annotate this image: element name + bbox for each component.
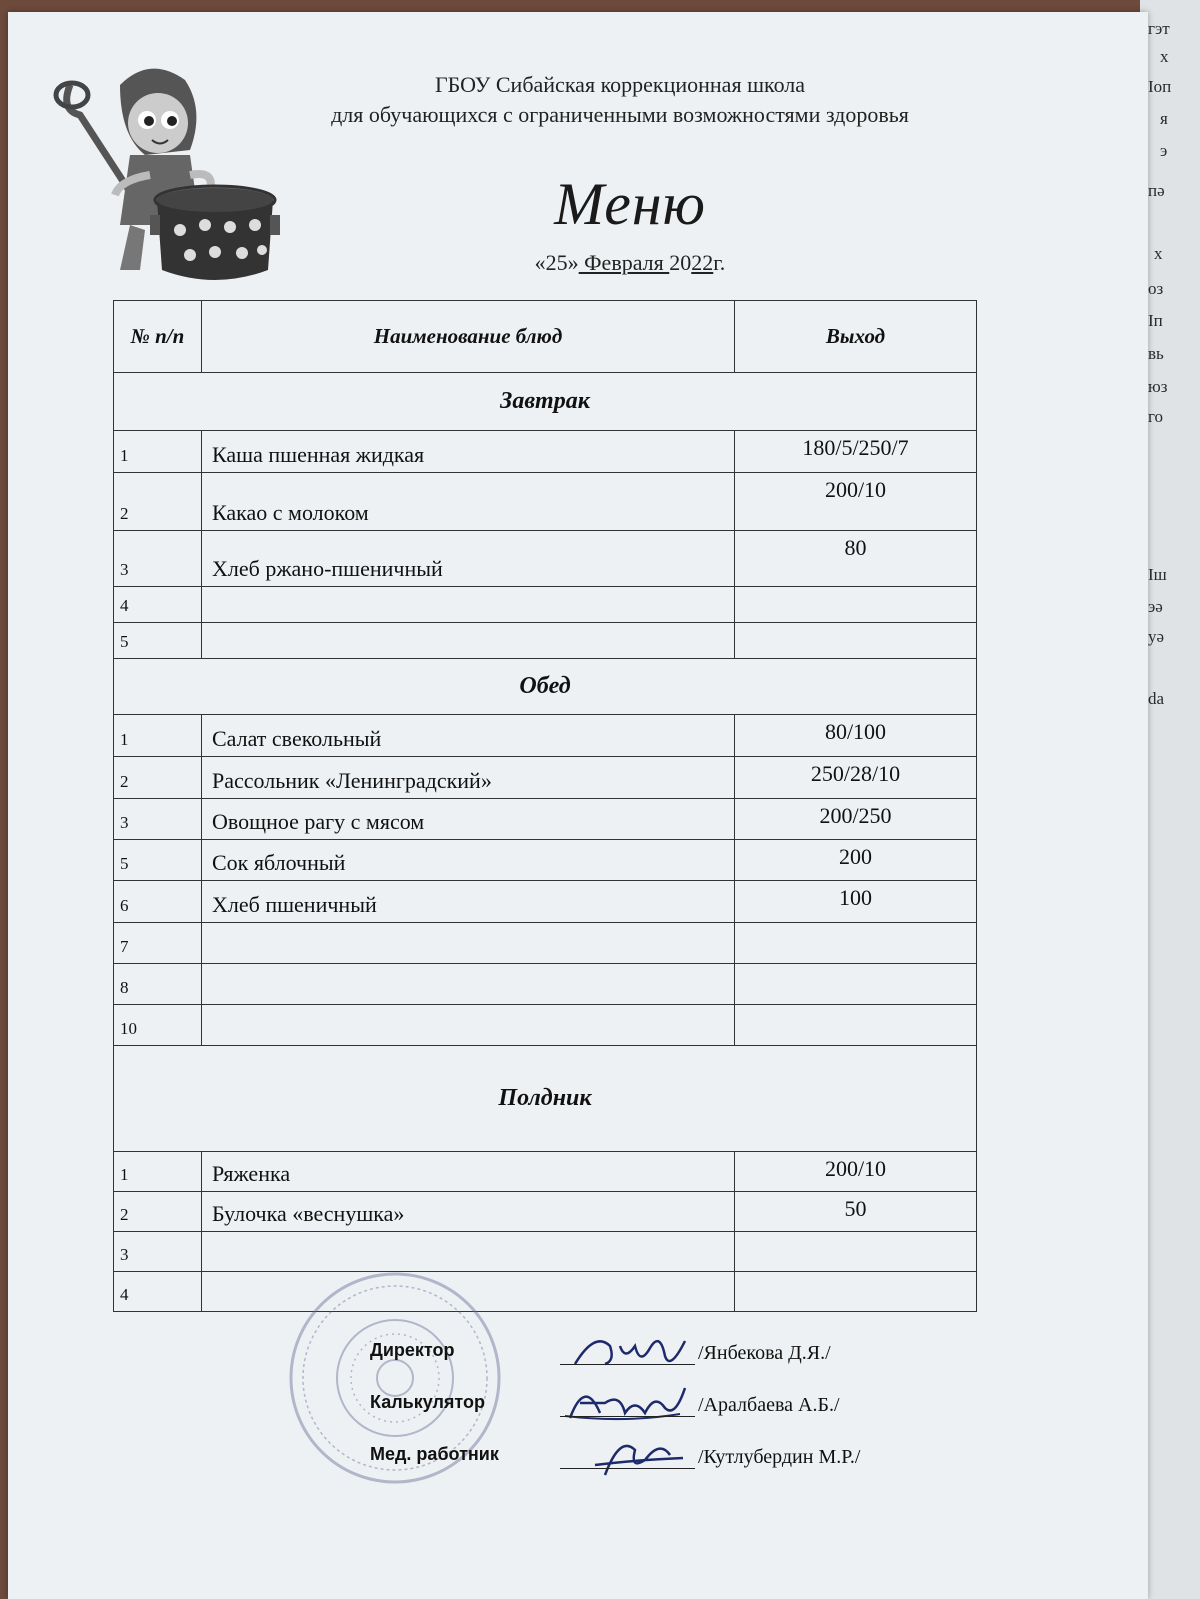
section-title-lunch: Обед bbox=[114, 659, 977, 715]
signature-role: Директор bbox=[370, 1340, 455, 1360]
dish-name: Рассольник «Ленинградский» bbox=[202, 757, 735, 799]
row-number: 1 bbox=[114, 1152, 202, 1192]
section-row-breakfast bbox=[114, 373, 977, 431]
dish-yield: 50 bbox=[735, 1192, 977, 1232]
edge-text: гэт bbox=[1148, 19, 1170, 38]
dish-yield: 200/250 bbox=[735, 799, 977, 840]
dish-name bbox=[202, 587, 735, 623]
row-number: 2 bbox=[114, 757, 202, 799]
date-day: «25» bbox=[534, 250, 579, 275]
director-signature-icon bbox=[565, 1326, 690, 1376]
dish-yield: 80/100 bbox=[735, 715, 977, 757]
column-header-yield: Выход bbox=[735, 301, 977, 373]
row-number: 3 bbox=[114, 1232, 202, 1272]
girl-with-ladle-and-pot-icon bbox=[50, 55, 280, 295]
edge-text: я bbox=[1160, 109, 1168, 128]
edge-text: э bbox=[1160, 141, 1168, 160]
dish-name: Каша пшенная жидкая bbox=[202, 431, 735, 473]
dish-yield: 200 bbox=[735, 840, 977, 881]
table-row bbox=[114, 1192, 977, 1232]
edge-text: Іш bbox=[1148, 565, 1167, 584]
school-name bbox=[270, 70, 970, 130]
table-row bbox=[114, 623, 977, 659]
medic-signature-icon bbox=[565, 1430, 690, 1480]
menu-table bbox=[113, 300, 977, 1312]
dish-yield bbox=[735, 587, 977, 623]
section-title-breakfast: Завтрак bbox=[114, 373, 977, 431]
edge-text: х bbox=[1154, 244, 1163, 263]
column-header-number: № п/п bbox=[114, 301, 202, 373]
row-number: 8 bbox=[114, 964, 202, 1005]
table-header-row bbox=[114, 301, 977, 373]
dish-yield: 180/5/250/7 bbox=[735, 431, 977, 473]
dish-yield: 250/28/10 bbox=[735, 757, 977, 799]
signature-name: /Янбекова Д.Я./ bbox=[698, 1342, 831, 1364]
dish-yield bbox=[735, 923, 977, 964]
edge-text: оз bbox=[1148, 279, 1164, 298]
edge-text: уә bbox=[1148, 627, 1165, 646]
dish-name bbox=[202, 964, 735, 1005]
section-title-snack: Полдник bbox=[114, 1046, 977, 1152]
dish-yield bbox=[735, 1272, 977, 1312]
row-number: 10 bbox=[114, 1005, 202, 1046]
row-number: 1 bbox=[114, 715, 202, 757]
dish-yield bbox=[735, 1232, 977, 1272]
signature-role: Мед. работник bbox=[370, 1444, 499, 1464]
dish-name bbox=[202, 923, 735, 964]
table-row bbox=[114, 715, 977, 757]
dish-yield: 100 bbox=[735, 881, 977, 923]
row-number: 2 bbox=[114, 1192, 202, 1232]
table-row bbox=[114, 881, 977, 923]
dish-yield bbox=[735, 623, 977, 659]
column-header-dish: Наименование блюд bbox=[202, 301, 735, 373]
date-year-a: 20 bbox=[669, 250, 692, 275]
background-paper bbox=[1140, 0, 1200, 1599]
signature-role: Калькулятор bbox=[370, 1392, 486, 1412]
row-number: 5 bbox=[114, 840, 202, 881]
table-row bbox=[114, 1272, 977, 1312]
row-number: 6 bbox=[114, 881, 202, 923]
signature-line bbox=[560, 1416, 695, 1417]
edge-text: Іоп bbox=[1148, 77, 1172, 96]
dish-name: Булочка «веснушка» bbox=[202, 1192, 735, 1232]
table-row bbox=[114, 1232, 977, 1272]
table-row bbox=[114, 1005, 977, 1046]
edge-text: da bbox=[1148, 689, 1165, 708]
table-row bbox=[114, 923, 977, 964]
table-row bbox=[114, 431, 977, 473]
table-row bbox=[114, 964, 977, 1005]
date-suffix: г. bbox=[713, 250, 726, 275]
table-row bbox=[114, 473, 977, 531]
edge-text: х bbox=[1160, 47, 1169, 66]
section-row-lunch bbox=[114, 659, 977, 715]
dish-name: Хлеб ржано-пшеничный bbox=[202, 531, 735, 587]
dish-name: Какао с молоком bbox=[202, 473, 735, 531]
table-row bbox=[114, 757, 977, 799]
row-number: 4 bbox=[114, 1272, 202, 1312]
date-month: Февраля bbox=[578, 250, 670, 275]
signature-row-director bbox=[370, 1330, 910, 1382]
row-number: 1 bbox=[114, 431, 202, 473]
date-year-b: 22 bbox=[691, 250, 714, 275]
row-number: 7 bbox=[114, 923, 202, 964]
school-line-1: ГБОУ Сибайская коррекционная школа bbox=[434, 72, 806, 97]
row-number: 4 bbox=[114, 587, 202, 623]
dish-name: Ряженка bbox=[202, 1152, 735, 1192]
dish-name bbox=[202, 1005, 735, 1046]
calculator-signature-icon bbox=[565, 1378, 690, 1428]
signature-line bbox=[560, 1364, 695, 1365]
school-line-2: для обучающихся с ограниченными возможностями здоровья bbox=[331, 102, 909, 127]
signature-line bbox=[560, 1468, 695, 1469]
dish-name: Сок яблочный bbox=[202, 840, 735, 881]
page-title: Меню bbox=[554, 171, 706, 237]
signature-row-calculator bbox=[370, 1382, 910, 1434]
edge-text: эә bbox=[1148, 597, 1163, 616]
section-row-snack bbox=[114, 1046, 977, 1152]
dish-yield: 200/10 bbox=[735, 473, 977, 531]
row-number: 2 bbox=[114, 473, 202, 531]
row-number: 3 bbox=[114, 531, 202, 587]
dish-yield bbox=[735, 1005, 977, 1046]
edge-text: вь bbox=[1148, 344, 1164, 363]
signatures-block bbox=[370, 1330, 910, 1486]
edge-text: пә bbox=[1148, 181, 1165, 200]
dish-name: Салат свекольный bbox=[202, 715, 735, 757]
menu-date bbox=[440, 250, 820, 276]
dish-name: Хлеб пшеничный bbox=[202, 881, 735, 923]
dish-yield: 80 bbox=[735, 531, 977, 587]
dish-name: Овощное рагу с мясом bbox=[202, 799, 735, 840]
dish-name bbox=[202, 1232, 735, 1272]
row-number: 3 bbox=[114, 799, 202, 840]
row-number: 5 bbox=[114, 623, 202, 659]
edge-text: юз bbox=[1148, 377, 1168, 396]
table-row bbox=[114, 840, 977, 881]
dish-name bbox=[202, 623, 735, 659]
signature-name: /Кутлубердин М.Р./ bbox=[698, 1446, 861, 1468]
signature-name: /Аралбаева А.Б./ bbox=[698, 1394, 840, 1416]
table-row bbox=[114, 531, 977, 587]
edge-text: го bbox=[1148, 407, 1164, 426]
edge-text: Іп bbox=[1148, 311, 1163, 330]
table-row bbox=[114, 799, 977, 840]
signature-row-medic bbox=[370, 1434, 910, 1486]
dish-yield: 200/10 bbox=[735, 1152, 977, 1192]
table-row bbox=[114, 587, 977, 623]
table-row bbox=[114, 1152, 977, 1192]
dish-yield bbox=[735, 964, 977, 1005]
